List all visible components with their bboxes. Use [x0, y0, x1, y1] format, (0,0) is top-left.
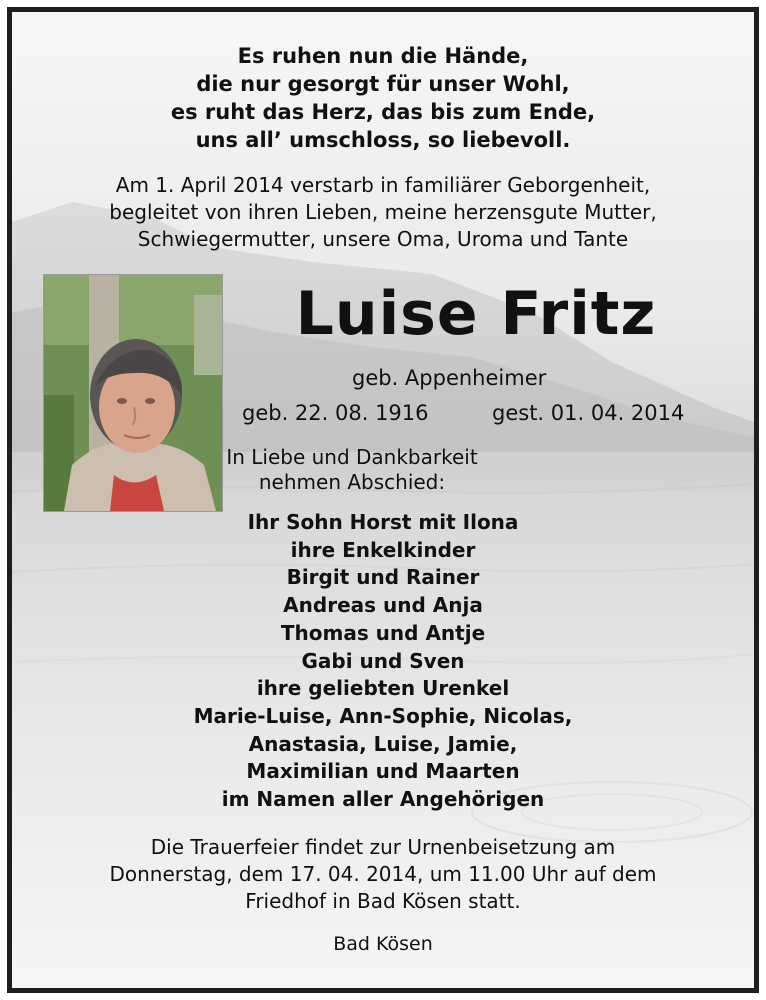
mourner-line: Maximilian und Maarten — [246, 759, 520, 784]
maiden-name: geb. Appenheimer — [352, 366, 547, 390]
mourner-line: Gabi und Sven — [301, 648, 465, 673]
funeral-line: Donnerstag, dem 17. 04. 2014, um 11.00 Uhr auf dem — [109, 862, 657, 886]
poem-line: es ruht das Herz, das bis zum Ende, — [170, 100, 596, 124]
mourner-line: Ihr Sohn Horst mit Ilona — [247, 510, 519, 534]
announcement-line: begleitet von ihren Lieben, meine herzensgute Mutter, — [109, 200, 657, 224]
obituary-frame — [7, 7, 759, 993]
death-date: gest. 01. 04. 2014 — [492, 401, 685, 425]
place-name: Bad Kösen — [333, 933, 433, 955]
memorial-poem — [12, 42, 754, 154]
announcement-line: Am 1. April 2014 verstarb in familiärer Geborgenheit, — [115, 173, 651, 197]
mourner-line: Birgit und Rainer — [286, 565, 480, 590]
poem-line: uns all’ umschloss, so liebevoll. — [195, 128, 571, 152]
deceased-name: Luise Fritz — [295, 279, 657, 349]
death-announcement — [12, 172, 754, 253]
mourner-line: Thomas und Antje — [280, 620, 486, 645]
mourners-list — [12, 509, 754, 814]
mourner-line: Anastasia, Luise, Jamie, — [248, 731, 518, 756]
mourner-line: im Namen aller Angehörigen — [221, 787, 545, 812]
portrait-photo — [43, 274, 223, 512]
announcement-line: Schwiegermutter, unsere Oma, Uroma und Tante — [137, 227, 629, 251]
farewell-line: nehmen Abschied: — [258, 470, 446, 494]
mourner-line: Marie-Luise, Ann-Sophie, Nicolas, — [193, 703, 573, 728]
funeral-line: Die Trauerfeier findet zur Urnenbeisetzung am — [150, 835, 616, 859]
poem-line: Es ruhen nun die Hände, — [237, 44, 529, 68]
birth-date: geb. 22. 08. 1916 — [242, 401, 429, 425]
funeral-notice — [12, 834, 754, 915]
funeral-line: Friedhof in Bad Kösen statt. — [245, 889, 521, 913]
portrait-image — [44, 275, 222, 511]
poem-line: die nur gesorgt für unser Wohl, — [196, 72, 570, 96]
farewell-text — [212, 445, 492, 495]
farewell-line: In Liebe und Dankbarkeit — [226, 445, 478, 469]
mourner-line: ihre Enkelkinder — [290, 537, 476, 562]
mourner-line: ihre geliebten Urenkel — [256, 676, 510, 701]
mourner-line: Andreas und Anja — [283, 593, 483, 618]
